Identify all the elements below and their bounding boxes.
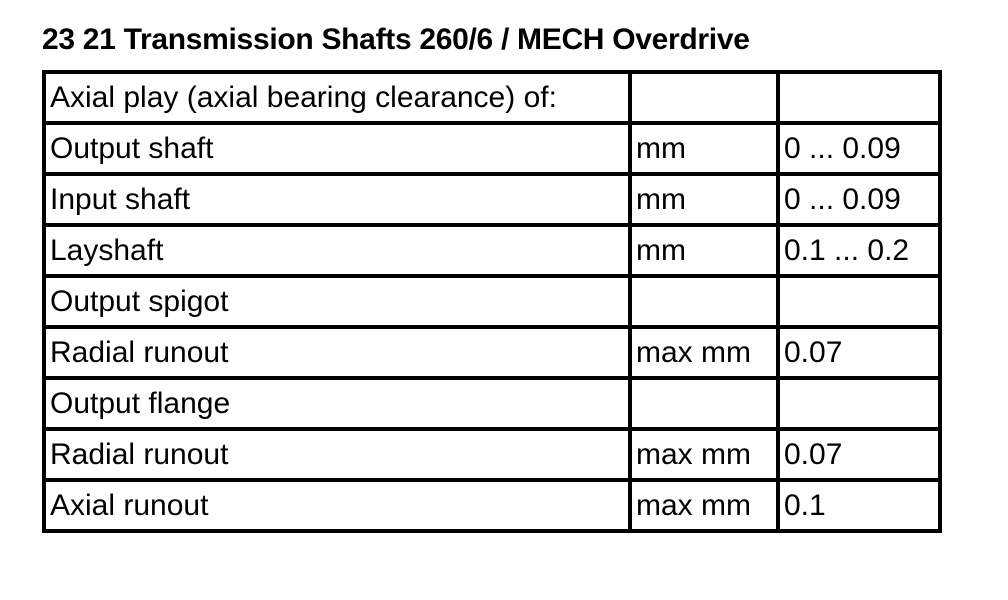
row-value: 0.1 (778, 480, 940, 531)
row-unit (630, 72, 778, 123)
row-label: Radial runout (44, 429, 630, 480)
row-label: Output flange (44, 378, 630, 429)
table-row (44, 276, 940, 327)
row-label: Output shaft (44, 123, 630, 174)
row-value: 0.07 (778, 429, 940, 480)
document-title: 23 21 Transmission Shafts 260/6 / MECH Overdrive (42, 23, 750, 56)
row-unit: mm (630, 174, 778, 225)
row-value: 0.07 (778, 327, 940, 378)
row-value (778, 72, 940, 123)
table-row (44, 480, 940, 531)
table-row (44, 174, 940, 225)
row-value (778, 378, 940, 429)
row-value: 0 ... 0.09 (778, 123, 940, 174)
table-row (44, 72, 940, 123)
row-unit: mm (630, 225, 778, 276)
row-label: Output spigot (44, 276, 630, 327)
table-row (44, 327, 940, 378)
row-unit: mm (630, 123, 778, 174)
row-label: Axial runout (44, 480, 630, 531)
row-unit (630, 378, 778, 429)
specification-table (42, 70, 942, 533)
row-unit: max mm (630, 327, 778, 378)
row-value (778, 276, 940, 327)
table-row (44, 429, 940, 480)
table-row (44, 123, 940, 174)
row-unit: max mm (630, 429, 778, 480)
row-label: Input shaft (44, 174, 630, 225)
table-row (44, 225, 940, 276)
row-value: 0.1 ... 0.2 (778, 225, 940, 276)
table-row (44, 378, 940, 429)
row-value: 0 ... 0.09 (778, 174, 940, 225)
row-label: Layshaft (44, 225, 630, 276)
row-label: Axial play (axial bearing clearance) of: (44, 72, 630, 123)
row-unit (630, 276, 778, 327)
row-unit: max mm (630, 480, 778, 531)
row-label: Radial runout (44, 327, 630, 378)
